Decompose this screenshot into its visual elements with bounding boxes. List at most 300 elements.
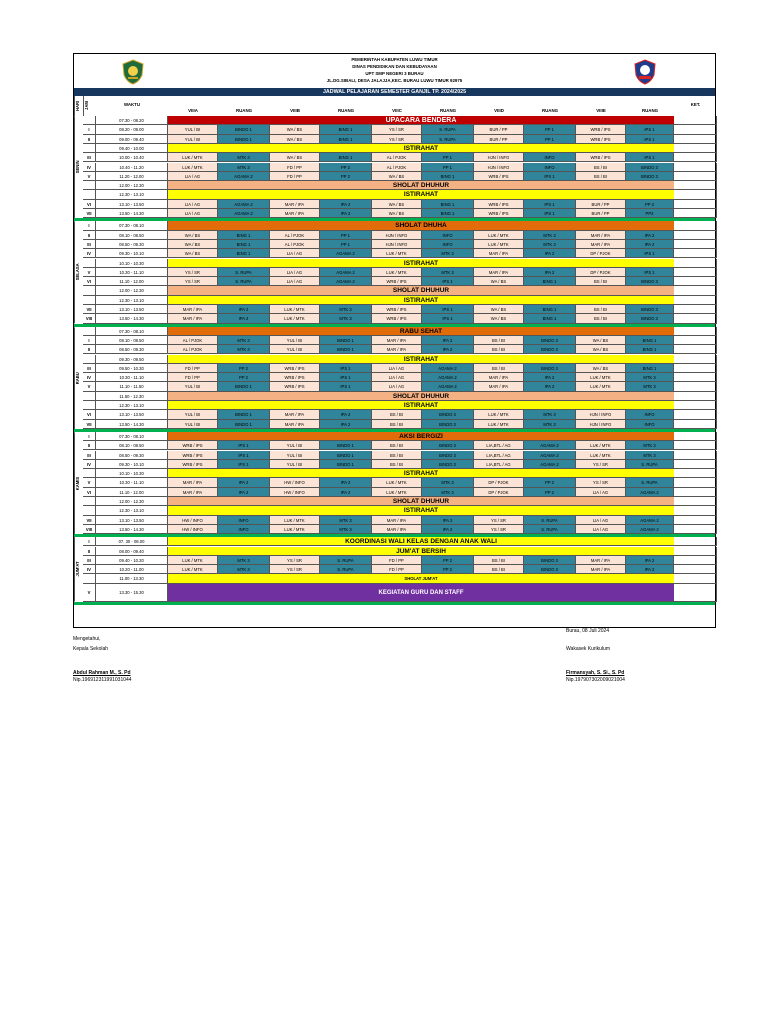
ket-cell <box>674 525 717 534</box>
room-cell: PP 2 <box>320 163 372 172</box>
subject-cell: LIA / AG <box>372 364 422 373</box>
time-cell: 10.30 - 11.10 <box>96 373 168 382</box>
room-cell: IPS 1 <box>626 125 674 134</box>
subject-cell: YS / SR <box>270 556 320 565</box>
subject-cell: LUK / MTK <box>474 240 524 249</box>
ket-cell <box>674 392 717 401</box>
room-cell: IPA 2 <box>626 231 674 240</box>
subject-cell: MAR / IPA <box>474 382 524 391</box>
subject-cell: WA / BS <box>270 125 320 134</box>
subject-cell: WRB / IPS <box>270 364 320 373</box>
subject-cell: BS / BI <box>576 305 626 314</box>
subject-cell: WRB / IPS <box>576 135 626 144</box>
ket-cell <box>674 497 717 506</box>
jam-cell <box>83 506 96 515</box>
time-cell: 08.10 - 08.50 <box>96 336 168 345</box>
schedule-row <box>74 259 715 268</box>
activity-band: SHOLAT DHUHA <box>168 221 674 230</box>
subject-cell: WA / BS <box>474 314 524 323</box>
ket-header: KET. <box>690 102 701 107</box>
schedule-row <box>74 516 715 525</box>
activity-band: ISTIRAHAT <box>168 296 674 305</box>
subject-cell: WA / BS <box>168 231 218 240</box>
schedule-row <box>74 135 715 144</box>
room-cell: IPS 1 <box>218 441 270 450</box>
subject-cell: LIA / AG <box>270 249 320 258</box>
subject-cell: BUR / PP <box>576 209 626 218</box>
activity-band: SHOLAT DHUHUR <box>168 392 674 401</box>
subject-cell: YS / SR <box>372 125 422 134</box>
room-cell: AGAMA 2 <box>422 382 474 391</box>
room-cell: BINDO 3 <box>626 163 674 172</box>
schedule-row <box>74 420 715 429</box>
ket-cell <box>674 116 717 125</box>
day-name: JUM'AT <box>74 537 83 602</box>
schedule-row <box>74 190 715 199</box>
schedule-row <box>74 125 715 134</box>
ket-cell <box>674 286 717 295</box>
room-cell: S. RUPA <box>422 125 474 134</box>
header-line-2: DINAS PENDIDIKAN DAN KEBUDAYAAN <box>352 64 437 69</box>
room-cell: BING 1 <box>218 249 270 258</box>
room-cell: INFO <box>218 525 270 534</box>
class-header: VIIIA <box>188 108 198 113</box>
ket-cell <box>674 565 717 574</box>
room-cell: BING 1 <box>422 172 474 181</box>
time-cell: 12.00 - 12.30 <box>96 286 168 295</box>
room-cell: AGAMA 2 <box>422 373 474 382</box>
jam-cell: II <box>83 231 96 240</box>
schedule-row <box>74 574 715 583</box>
room-cell: IPS 1 <box>626 153 674 162</box>
schedule-row <box>74 364 715 373</box>
room-cell: BING 1 <box>626 336 674 345</box>
schedule-row <box>74 200 715 209</box>
room-cell: PP 1 <box>422 153 474 162</box>
room-cell: IPA 2 <box>422 336 474 345</box>
subject-cell: LIA / AG <box>576 488 626 497</box>
time-cell: 07.30 - 08.20 <box>96 116 168 125</box>
room-cell: MTK 3 <box>320 516 372 525</box>
subject-cell: LIA / AG <box>270 277 320 286</box>
time-cell: 13.10 - 13.50 <box>96 200 168 209</box>
room-cell: AGAMA 2 <box>524 451 576 460</box>
subject-cell: YUL / BI <box>168 135 218 144</box>
subject-cell: HJN / INFO <box>372 231 422 240</box>
subject-cell: YUL / BI <box>168 125 218 134</box>
activity-band: SHOLAT DHUHUR <box>168 286 674 295</box>
time-cell: 07.30 - 08.10 <box>96 327 168 336</box>
room-cell: S. RUPA <box>626 478 674 487</box>
schedule-row <box>74 163 715 172</box>
room-cell: AGAMA 2 <box>524 441 576 450</box>
schedule-row <box>74 327 715 336</box>
room-cell: IPS 1 <box>422 277 474 286</box>
room-cell: IPS 1 <box>626 249 674 258</box>
activity-band: KEGIATAN GURU DAN STAFF <box>168 584 674 602</box>
subject-cell: MAR / IPA <box>576 240 626 249</box>
time-cell: 12.30 - 13.10 <box>96 401 168 410</box>
activity-band: AKSI BERGIZI <box>168 432 674 441</box>
schedule-row <box>74 537 715 546</box>
schedule-row <box>74 488 715 497</box>
time-cell: 10.10 - 10.30 <box>96 259 168 268</box>
room-cell: S. RUPA <box>218 268 270 277</box>
room-cell: IPS 1 <box>626 135 674 144</box>
subject-cell: MAR / IPA <box>474 373 524 382</box>
room-cell: MTK 3 <box>422 488 474 497</box>
room-cell: BING 1 <box>524 277 576 286</box>
class-header: VIIIC <box>392 108 402 113</box>
subject-cell: MAR / IPA <box>576 565 626 574</box>
room-cell: MTK 3 <box>320 525 372 534</box>
room-cell: IPA 2 <box>320 209 372 218</box>
subject-cell: WA / BS <box>474 277 524 286</box>
jam-cell <box>83 190 96 199</box>
subject-cell: FD / PP <box>168 364 218 373</box>
time-cell: 12.30 - 13.10 <box>96 190 168 199</box>
subject-cell: MAR / IPA <box>372 336 422 345</box>
subject-cell: BS / BI <box>372 451 422 460</box>
waka-name: Firmansyah, S. Si., S. Pd <box>566 670 625 676</box>
subject-cell: LIA / AG <box>576 516 626 525</box>
jam-cell: VI <box>83 277 96 286</box>
jam-cell: VII <box>83 305 96 314</box>
subject-cell: YS / SR <box>576 460 626 469</box>
subject-cell: HW / INFO <box>270 488 320 497</box>
room-cell: BINDO 3 <box>524 336 576 345</box>
schedule-row <box>74 336 715 345</box>
subject-cell: YUL / BI <box>168 410 218 419</box>
subject-cell: BS / BI <box>474 364 524 373</box>
schedule-row <box>74 432 715 441</box>
jam-cell <box>83 181 96 190</box>
schedule-row <box>74 296 715 305</box>
schedule-row <box>74 584 715 602</box>
schedule-row <box>74 410 715 419</box>
subject-cell: WA / BS <box>576 345 626 354</box>
subject-cell: BS / BI <box>372 460 422 469</box>
room-cell: BINDO 1 <box>320 345 372 354</box>
time-cell: 12.30 - 13.10 <box>96 296 168 305</box>
jam-cell: I <box>83 221 96 230</box>
day-name: KAMIS <box>74 432 83 534</box>
class-header: VIIIB <box>290 108 300 113</box>
ket-cell <box>674 268 717 277</box>
schedule-row <box>74 172 715 181</box>
ket-cell <box>674 125 717 134</box>
subject-cell: WA / BS <box>576 364 626 373</box>
schedule-row <box>74 286 715 295</box>
ket-cell <box>674 231 717 240</box>
room-cell: BINDO 1 <box>320 336 372 345</box>
place-date: Burau, 08 Juli 2024 <box>566 628 610 634</box>
room-cell: BING 1 <box>320 153 372 162</box>
room-cell: AGAMA 2 <box>320 277 372 286</box>
room-cell: S. RUPA <box>422 135 474 144</box>
jam-cell <box>83 497 96 506</box>
room-cell: IPS 1 <box>320 373 372 382</box>
schedule-row <box>74 547 715 556</box>
room-cell: IPA 2 <box>626 240 674 249</box>
room-cell: INFO <box>524 153 576 162</box>
room-cell: PP 2 <box>524 478 576 487</box>
time-cell: 13.50 - 14.30 <box>96 209 168 218</box>
waka-title: Wakasek Kurikulum <box>566 646 610 652</box>
jam-cell: III <box>83 364 96 373</box>
schedule-row <box>74 144 715 153</box>
ket-cell <box>674 516 717 525</box>
room-cell: S. RUPA <box>320 565 372 574</box>
activity-band: ISTIRAHAT <box>168 144 674 153</box>
jam-cell: II <box>83 547 96 556</box>
class-header: VIIID <box>494 108 504 113</box>
room-cell: MTK 3 <box>524 231 576 240</box>
day-name: SELASA <box>74 221 83 323</box>
subject-cell: LUK / MTK <box>576 451 626 460</box>
ket-cell <box>674 345 717 354</box>
subject-cell: WRB / IPS <box>270 373 320 382</box>
time-cell: 09.30 - 10.10 <box>96 460 168 469</box>
room-cell: IPS 1 <box>524 200 576 209</box>
jam-cell: I <box>83 537 96 546</box>
room-cell: IPA 2 <box>218 314 270 323</box>
subject-cell: FD / PP <box>372 556 422 565</box>
activity-band: ISTIRAHAT <box>168 401 674 410</box>
subject-cell: FD / PP <box>270 163 320 172</box>
jam-cell: V <box>83 382 96 391</box>
time-cell: 13.10 - 13.50 <box>96 516 168 525</box>
ket-cell <box>674 547 717 556</box>
room-cell: PP 2 <box>320 172 372 181</box>
jam-cell: VIII <box>83 525 96 534</box>
ket-cell <box>674 537 717 546</box>
subject-cell: AL / PJOK <box>270 240 320 249</box>
ket-cell <box>674 432 717 441</box>
ket-cell <box>674 153 717 162</box>
schedule-row <box>74 305 715 314</box>
jam-cell: IV <box>83 565 96 574</box>
room-cell: MTK 3 <box>218 565 270 574</box>
ket-cell <box>674 410 717 419</box>
subject-cell: MAR / IPA <box>168 488 218 497</box>
room-cell: AGAMA 2 <box>626 516 674 525</box>
jam-cell <box>83 469 96 478</box>
jam-cell: II <box>83 345 96 354</box>
room-cell: AGAMA 2 <box>626 525 674 534</box>
jam-cell <box>83 116 96 125</box>
room-cell: MTK 3 <box>422 249 474 258</box>
room-cell: IPS 1 <box>524 172 576 181</box>
subject-cell: LIA / AG <box>168 172 218 181</box>
ket-cell <box>674 382 717 391</box>
schedule-row <box>74 240 715 249</box>
subject-cell: HJN / INFO <box>474 153 524 162</box>
ket-cell <box>674 305 717 314</box>
activity-band: SHOLAT DHUHUR <box>168 497 674 506</box>
ket-cell <box>674 314 717 323</box>
jam-cell <box>83 327 96 336</box>
subject-cell: YS / SR <box>372 135 422 144</box>
room-cell: PP 1 <box>422 163 474 172</box>
subject-cell: YUL / BI <box>168 420 218 429</box>
subject-cell: LUK / MTK <box>168 556 218 565</box>
room-cell: IPA 2 <box>422 345 474 354</box>
room-cell: IPA 2 <box>218 478 270 487</box>
subject-cell: HJN / INFO <box>474 163 524 172</box>
subject-cell: YUL / BI <box>270 441 320 450</box>
subject-cell: WRB / IPS <box>270 382 320 391</box>
subject-cell: FD / PP <box>168 373 218 382</box>
ket-cell <box>674 172 717 181</box>
class-header: RUANG <box>235 108 253 113</box>
time-cell: 13.50 - 14.30 <box>96 420 168 429</box>
subject-cell: BS / BI <box>576 277 626 286</box>
ket-cell <box>674 574 717 583</box>
room-cell: IPS 1 <box>524 209 576 218</box>
room-cell: AGAMA 2 <box>626 488 674 497</box>
room-cell: S. RUPA <box>524 516 576 525</box>
subject-cell: MAR / IPA <box>474 268 524 277</box>
room-cell: IPA 2 <box>320 488 372 497</box>
schedule-row <box>74 460 715 469</box>
jam-cell: IV <box>83 460 96 469</box>
subject-cell: BUR / PP <box>576 200 626 209</box>
subject-cell: BUR / PP <box>474 135 524 144</box>
room-cell: BINDO 3 <box>524 364 576 373</box>
room-cell: MTK 3 <box>524 420 576 429</box>
room-cell: PP 1 <box>320 231 372 240</box>
room-cell: AGAMA 2 <box>422 364 474 373</box>
room-cell: INFO <box>524 163 576 172</box>
time-cell: 10.20 - 11.00 <box>96 565 168 574</box>
room-cell: MTK 3 <box>320 305 372 314</box>
ket-cell <box>674 364 717 373</box>
schedule-row <box>74 355 715 364</box>
room-cell: BINDO 3 <box>422 420 474 429</box>
ket-cell <box>674 373 717 382</box>
room-cell: BINDO 3 <box>422 410 474 419</box>
jam-cell: VI <box>83 488 96 497</box>
schedule-row <box>74 277 715 286</box>
time-cell: 08.50 - 09.30 <box>96 345 168 354</box>
subject-cell: YS / SR <box>474 516 524 525</box>
subject-cell: WRB / IPS <box>372 277 422 286</box>
ket-cell <box>674 584 717 602</box>
jam-cell: III <box>83 451 96 460</box>
subject-cell: YS / SR <box>168 268 218 277</box>
schedule-sheet <box>73 53 716 628</box>
activity-band: SHOLAT DHUHUR <box>168 181 674 190</box>
subject-cell: FD / PP <box>270 172 320 181</box>
subject-cell: MAR / IPA <box>270 209 320 218</box>
time-cell: 09.40 - 10.20 <box>96 556 168 565</box>
subject-cell: YUL / BI <box>270 460 320 469</box>
subject-cell: WRB / IPS <box>168 451 218 460</box>
class-header: RUANG <box>337 108 355 113</box>
room-cell: S. RUPA <box>626 460 674 469</box>
room-cell: MTK 3 <box>218 163 270 172</box>
room-cell: BING 1 <box>626 364 674 373</box>
time-cell: 08.10 - 08.50 <box>96 231 168 240</box>
room-cell: PP 1 <box>320 240 372 249</box>
subject-cell: LUK / MTK <box>576 382 626 391</box>
room-cell: BINDO 3 <box>422 460 474 469</box>
subject-cell: LUK / MTK <box>372 488 422 497</box>
school-emblem-icon <box>634 59 656 85</box>
subject-cell: WRB / IPS <box>474 209 524 218</box>
jam-cell <box>83 286 96 295</box>
activity-band: UPACARA BENDERA <box>168 116 674 125</box>
ket-cell <box>674 221 717 230</box>
ket-cell <box>674 488 717 497</box>
jam-cell: VII <box>83 209 96 218</box>
room-cell: MTK 3 <box>422 478 474 487</box>
room-cell: BING 1 <box>524 305 576 314</box>
subject-cell: BS / BI <box>474 336 524 345</box>
subject-cell: BS / BI <box>576 172 626 181</box>
jam-cell: III <box>83 240 96 249</box>
subject-cell: BS / BI <box>576 163 626 172</box>
time-cell: 13.50 - 14.30 <box>96 525 168 534</box>
time-cell: 13.30 - 15.30 <box>96 584 168 602</box>
jam-cell: V <box>83 478 96 487</box>
room-cell: PP 2 <box>422 565 474 574</box>
room-cell: BINDO 3 <box>626 277 674 286</box>
subject-cell: WRB / IPS <box>372 305 422 314</box>
time-cell: 09.30 - 09.50 <box>96 355 168 364</box>
time-cell: 13.50 - 14.30 <box>96 314 168 323</box>
ket-cell <box>674 240 717 249</box>
room-cell: BINDO 1 <box>218 382 270 391</box>
room-cell: IPA 2 <box>524 268 576 277</box>
waktu-header: WAKTU <box>123 102 141 107</box>
room-cell: MTK 3 <box>626 451 674 460</box>
room-cell: AGAMA 2 <box>320 268 372 277</box>
schedule-row <box>74 268 715 277</box>
subject-cell: YUL / BI <box>270 345 320 354</box>
room-cell: AGAMA 2 <box>218 172 270 181</box>
day-name: SENIN <box>74 116 83 218</box>
subject-cell: AL / PJOK <box>168 345 218 354</box>
subject-cell: YS / SR <box>576 478 626 487</box>
activity-band: ISTIRAHAT <box>168 469 674 478</box>
subject-cell: LUK / MTK <box>576 373 626 382</box>
room-cell: MTK 3 <box>218 153 270 162</box>
activity-band: SHOLAT JUM'AT <box>168 574 674 583</box>
room-cell: IPA 2 <box>524 373 576 382</box>
room-cell: MTK 3 <box>524 240 576 249</box>
subject-cell: YUL / BI <box>168 382 218 391</box>
room-cell: INFO <box>422 231 474 240</box>
time-cell: 08.20 - 09.00 <box>96 125 168 134</box>
subject-cell: LIA / AG <box>372 373 422 382</box>
time-cell: 08.50 - 09.30 <box>96 451 168 460</box>
subject-cell: LUK / MTK <box>474 410 524 419</box>
schedule-row <box>74 451 715 460</box>
subject-cell: AL / PJOK <box>372 153 422 162</box>
subject-cell: DP / PJOK <box>576 249 626 258</box>
ket-cell <box>674 209 717 218</box>
time-cell: 08.10 - 08.50 <box>96 441 168 450</box>
subject-cell: LUK / MTK <box>576 441 626 450</box>
schedule-row <box>74 441 715 450</box>
time-cell: 07. 30 - 08.00 <box>96 537 168 546</box>
ket-cell <box>674 327 717 336</box>
room-cell: IPS 1 <box>218 460 270 469</box>
subject-cell: WA / BS <box>372 172 422 181</box>
subject-cell: MAR / IPA <box>168 314 218 323</box>
